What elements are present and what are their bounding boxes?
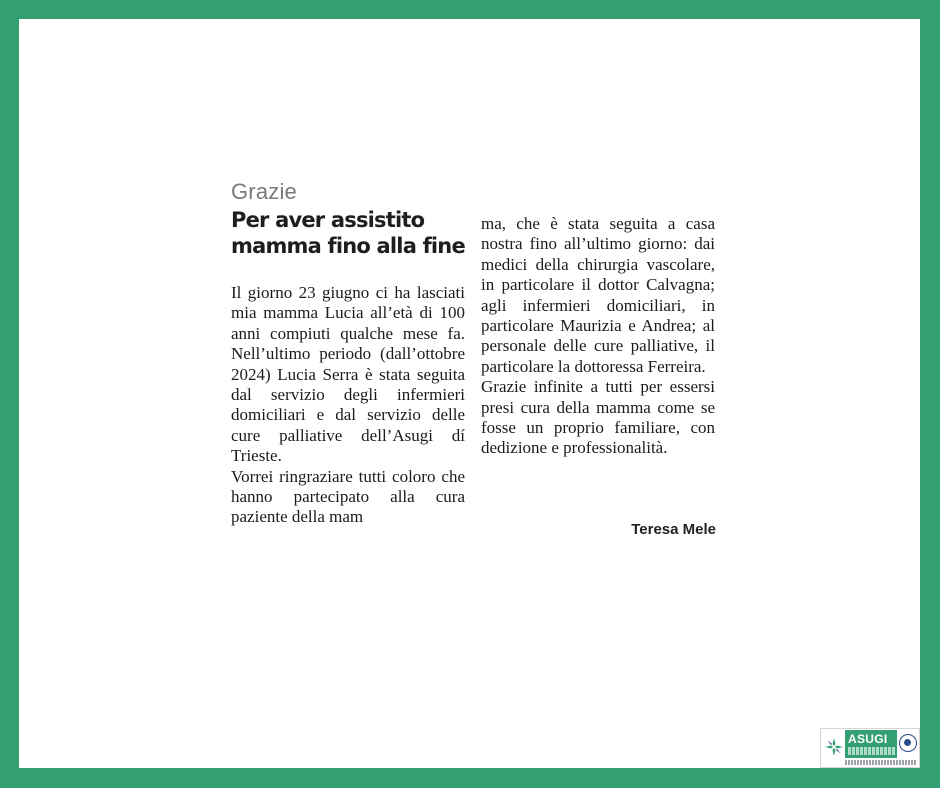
logo-subtitle [848, 747, 896, 755]
paragraph: Il giorno 23 giugno ci ha lasciati mia mamma Lucia all’età di 100 anni compiuti qualche mese fa. Nell’ultimo periodo (dall’ottobre 2024) Lucia Serra è stata seguita dal servizio degli infermieri domiciliari e dal servizio delle cure palliative dell’Asugi dí Trieste. [231, 283, 465, 466]
paragraph: Vorrei ringraziare tutti coloro che hanno partecipato alla cura paziente della mam [231, 466, 465, 527]
author-signature: Teresa Mele [631, 521, 716, 538]
seal-icon [899, 734, 917, 752]
logo-name: ASUGI [848, 732, 888, 746]
asugi-logo [820, 728, 920, 768]
page-card [19, 19, 920, 768]
article-column-2 [481, 214, 715, 459]
newspaper-clipping [19, 19, 920, 768]
article-column-1 [231, 283, 465, 548]
section-kicker: Grazie [231, 179, 297, 204]
paragraph: Grazie infinite a tutti per essersi presi cura della mamma come se fosse un proprio familiare, con dedizione e professionalità. [481, 377, 715, 458]
paragraph: ma, che è stata seguita a casa nostra fino all’ultimo giorno: dai medici della chirurgia vascolare, in particolare il dottor Calvagna; agli infermieri domiciliari, in particolare Maurizia e Andrea; al personale delle cure palliative, il particolare la dottoressa Ferreira. [481, 214, 715, 376]
logo-footer [845, 760, 917, 765]
logo-badge [845, 730, 897, 758]
star-icon [824, 737, 844, 757]
article-headline: Per aver assistito mamma fino alla fine [231, 208, 465, 258]
